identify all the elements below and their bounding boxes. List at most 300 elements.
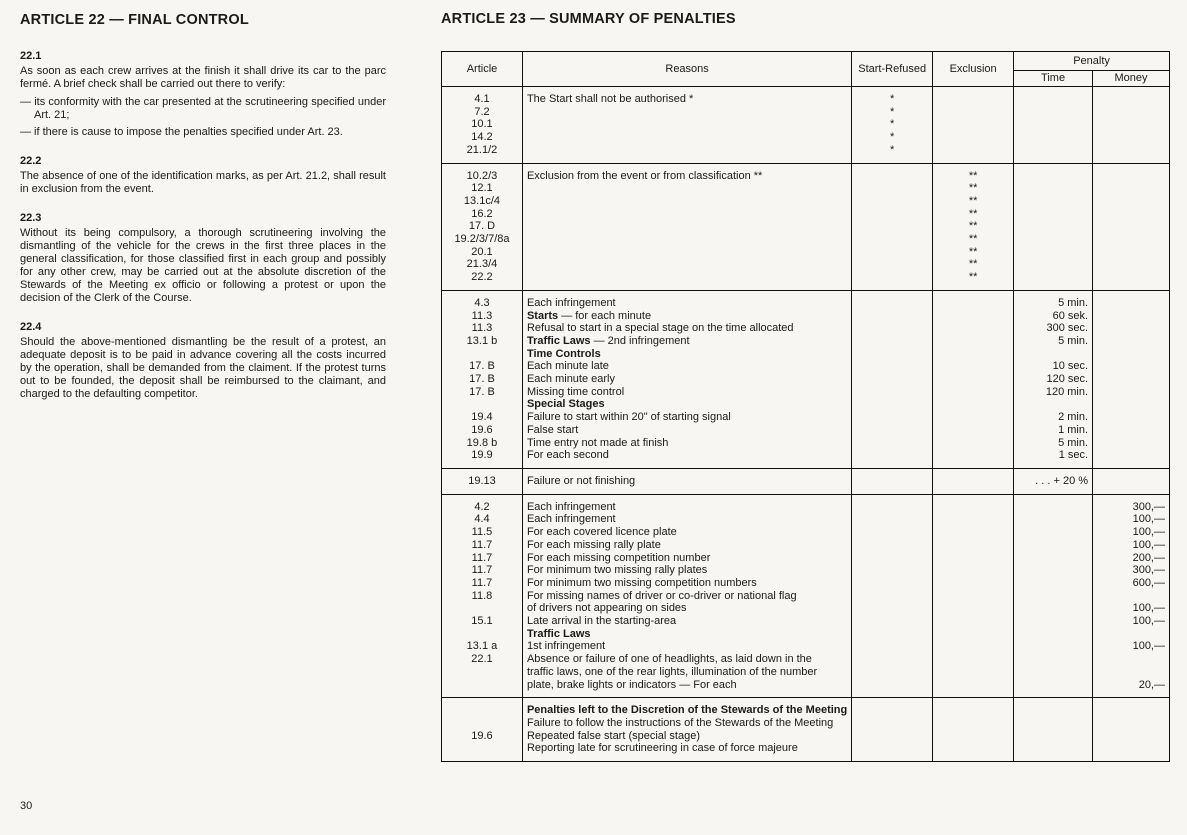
reason-line — [527, 679, 847, 692]
time-value — [1018, 348, 1088, 361]
article-value: 16.2 — [471, 207, 493, 220]
reason-text: Each infringement — [526, 513, 616, 526]
time-value — [1018, 717, 1088, 730]
exclusion-value — [937, 501, 1009, 514]
article-cell — [442, 698, 523, 762]
start-refused-value — [856, 398, 928, 411]
start-refused-value — [856, 322, 928, 335]
reason-text: Missing time control — [526, 385, 625, 398]
exclusion-value — [937, 411, 1009, 424]
article-value — [446, 628, 518, 641]
article-value: 11.7 — [471, 564, 493, 577]
time-value: 2 min. — [1058, 411, 1089, 424]
start-refused-value — [856, 449, 928, 462]
reason-line — [527, 577, 847, 590]
time-value — [1018, 742, 1088, 755]
money-value: 100,— — [1132, 526, 1165, 539]
money-value — [1097, 118, 1165, 131]
reason-line — [527, 258, 847, 271]
reason-bold: Special Stages — [526, 398, 605, 411]
reason-line — [527, 131, 847, 144]
exclusion-value — [937, 398, 1009, 411]
article-value: 4.4 — [474, 513, 490, 526]
article-value: 10.1 — [471, 118, 493, 131]
section-bullets — [20, 96, 386, 139]
article-value: 11.5 — [471, 526, 493, 539]
money-value: 100,— — [1132, 615, 1165, 628]
reason-line — [527, 106, 847, 119]
article-value: 4.3 — [474, 296, 490, 309]
time-value — [1018, 564, 1088, 577]
section-number: 22.1 — [20, 50, 42, 62]
reason-line — [527, 335, 847, 348]
time-value — [1018, 398, 1088, 411]
reason-text: Failure or not finishing — [526, 474, 636, 487]
reason-text: Refusal to start in a special stage on the time allocated — [526, 322, 794, 335]
start-refused-value — [856, 640, 928, 653]
start-refused-cell — [852, 290, 933, 468]
reason-bold: Time Controls — [526, 347, 601, 360]
exclusion-value: ** — [968, 169, 978, 182]
start-refused-value: * — [890, 93, 895, 105]
time-value: 120 sec. — [1046, 373, 1089, 386]
money-value: 600,— — [1132, 576, 1165, 589]
time-value: 1 sec. — [1058, 449, 1089, 462]
reason-bold: Penalties left to the Discretion of the Stewards of the Meeting — [526, 704, 848, 717]
reason-bold: Traffic Laws — [526, 334, 591, 347]
reason-bold: Traffic Laws — [526, 627, 591, 640]
exclusion-value: ** — [968, 194, 978, 207]
reason-line — [527, 437, 847, 450]
money-value: 200,— — [1132, 551, 1165, 564]
reason-line — [527, 742, 847, 755]
money-cell — [1093, 87, 1170, 164]
time-value — [1018, 195, 1088, 208]
start-refused-value — [856, 360, 928, 373]
start-refused-value — [856, 170, 928, 183]
time-value — [1018, 615, 1088, 628]
article-value — [446, 602, 518, 615]
exclusion-value — [937, 679, 1009, 692]
time-value: 10 sec. — [1052, 360, 1089, 373]
article-cell — [442, 290, 523, 468]
page-number: 30 — [20, 800, 33, 812]
exclusion-value — [937, 513, 1009, 526]
time-value: 5 min. — [1058, 436, 1089, 449]
start-refused-value — [856, 513, 928, 526]
time-value: 1 min. — [1058, 423, 1089, 436]
reason-text: — for each minute — [558, 309, 652, 322]
money-value — [1097, 246, 1165, 259]
article-value: 19.6 — [471, 729, 493, 742]
reason-text: traffic laws, one of the rear lights, illumination of the number — [526, 665, 818, 678]
start-refused-value — [856, 653, 928, 666]
reason-text: False start — [526, 423, 579, 436]
exclusion-value — [937, 348, 1009, 361]
reason-line — [527, 424, 847, 437]
article-value — [446, 717, 518, 730]
reason-line — [527, 348, 847, 361]
time-value — [1018, 653, 1088, 666]
article-value: 21.3/4 — [466, 258, 498, 271]
start-refused-value — [856, 246, 928, 259]
exclusion-value: ** — [968, 245, 978, 258]
penalties-table — [441, 51, 1170, 762]
money-value — [1097, 348, 1165, 361]
reason-text: For each covered licence plate — [526, 526, 677, 539]
money-value — [1097, 258, 1165, 271]
time-cell — [1014, 494, 1093, 698]
reason-line — [527, 411, 847, 424]
start-refused-value — [856, 552, 928, 565]
time-value — [1018, 246, 1088, 259]
exclusion-cell — [933, 290, 1014, 468]
section-22-3 — [20, 212, 386, 305]
time-value — [1018, 628, 1088, 641]
money-value: 20,— — [1138, 678, 1165, 691]
exclusion-value — [937, 590, 1009, 603]
exclusion-value — [937, 437, 1009, 450]
start-refused-value — [856, 526, 928, 539]
time-value — [1018, 539, 1088, 552]
exclusion-value — [937, 704, 1009, 717]
reason-line — [527, 539, 847, 552]
reason-text: For minimum two missing competition numbers — [526, 576, 757, 589]
reason-text: For each second — [526, 449, 609, 462]
reason-line — [527, 118, 847, 131]
start-refused-value — [856, 195, 928, 208]
article-value: 13.1c/4 — [463, 194, 501, 207]
section-number: 22.2 — [20, 155, 42, 167]
article-value: 19.13 — [468, 474, 496, 487]
exclusion-value — [937, 118, 1009, 131]
time-value — [1018, 526, 1088, 539]
reason-text: Reporting late for scrutineering in case of force majeure — [526, 742, 798, 755]
reason-text: For each missing competition number — [526, 551, 711, 564]
exclusion-value: ** — [968, 182, 978, 195]
article-cell — [442, 468, 523, 494]
time-value — [1018, 144, 1088, 157]
article-value: 21.1/2 — [466, 143, 498, 156]
penalty-group — [442, 163, 1170, 290]
reason-line — [527, 513, 847, 526]
penalty-group — [442, 698, 1170, 762]
exclusion-value — [937, 475, 1009, 488]
exclusion-value — [937, 640, 1009, 653]
reason-text: — 2nd infringement — [590, 334, 690, 347]
start-refused-cell — [852, 87, 933, 164]
money-value — [1097, 704, 1165, 717]
reason-line — [527, 717, 847, 730]
money-value — [1097, 170, 1165, 183]
article-value: 13.1 a — [466, 640, 498, 653]
header-time: Time — [1014, 71, 1093, 87]
start-refused-value — [856, 335, 928, 348]
money-value — [1097, 398, 1165, 411]
start-refused-cell — [852, 494, 933, 698]
exclusion-value: ** — [968, 271, 978, 284]
time-value — [1018, 552, 1088, 565]
exclusion-cell — [933, 163, 1014, 290]
start-refused-value — [856, 539, 928, 552]
time-value — [1018, 131, 1088, 144]
time-value — [1018, 106, 1088, 119]
exclusion-value — [937, 322, 1009, 335]
exclusion-value — [937, 539, 1009, 552]
reason-line — [527, 398, 847, 411]
start-refused-value: * — [890, 131, 895, 144]
exclusion-cell — [933, 494, 1014, 698]
section-text: Should the above-mentioned dismantling be the result of a protest, an adequate deposit is to be paid in advance covering all the costs incurred by the operation, shall be demanded from the claiment. If the protest turns out to be founded, the deposit shall be reimbursed to the claimant, and charged to the defaulting competitor. — [20, 336, 386, 400]
header-start-refused: Start-Refused — [852, 52, 933, 87]
money-value — [1097, 335, 1165, 348]
section-number: 22.4 — [20, 321, 42, 333]
start-refused-value — [856, 564, 928, 577]
header-exclusion: Exclusion — [933, 52, 1014, 87]
section-number: 22.3 — [20, 212, 42, 224]
article-value: 14.2 — [471, 131, 493, 144]
article-value: 4.2 — [474, 500, 490, 513]
reason-line — [527, 590, 847, 603]
article-value: 22.1 — [471, 653, 493, 666]
exclusion-value — [937, 449, 1009, 462]
time-value — [1018, 182, 1088, 195]
time-cell — [1014, 163, 1093, 290]
section-22-1 — [20, 50, 386, 139]
money-value — [1097, 373, 1165, 386]
penalties-body — [442, 87, 1170, 762]
time-value — [1018, 271, 1088, 284]
article-value: 17. D — [468, 220, 496, 233]
reason-text: For minimum two missing rally plates — [526, 564, 708, 577]
article-value: 11.3 — [471, 322, 493, 335]
header-reasons: Reasons — [522, 52, 851, 87]
reason-text: Absence or failure of one of headlights, as laid down in the — [526, 653, 812, 666]
money-value — [1097, 208, 1165, 221]
penalty-group — [442, 87, 1170, 164]
time-value — [1018, 258, 1088, 271]
time-value: 300 sec. — [1046, 322, 1089, 335]
reason-line — [527, 475, 847, 488]
header-money: Money — [1093, 71, 1170, 87]
reason-text: Each infringement — [526, 500, 616, 513]
start-refused-value — [856, 437, 928, 450]
exclusion-value — [937, 93, 1009, 106]
reason-line — [527, 170, 847, 183]
exclusion-value — [937, 742, 1009, 755]
exclusion-value — [937, 717, 1009, 730]
money-value — [1097, 437, 1165, 450]
article-cell — [442, 163, 523, 290]
money-value — [1097, 182, 1165, 195]
exclusion-value: ** — [968, 220, 978, 233]
money-cell — [1093, 698, 1170, 762]
time-value — [1018, 590, 1088, 603]
header-penalty: Penalty — [1014, 52, 1170, 71]
reason-text: Exclusion from the event or from classification ** — [526, 169, 763, 182]
section-text: As soon as each crew arrives at the finish it shall drive its car to the parc fermé. A brief check shall be carried out there to verify: — [20, 65, 386, 90]
article-value: 17. B — [469, 385, 495, 398]
reason-text: Failure to start within 20" of starting signal — [526, 411, 731, 424]
money-value — [1097, 297, 1165, 310]
exclusion-value — [937, 615, 1009, 628]
money-cell — [1093, 163, 1170, 290]
start-refused-value — [856, 577, 928, 590]
article-value — [446, 679, 518, 692]
article-value: 19.4 — [471, 411, 493, 424]
article-value — [446, 742, 518, 755]
reason-text: Failure to follow the instructions of the Stewards of the Meeting — [526, 716, 834, 729]
reason-text: The Start shall not be authorised * — [526, 93, 694, 105]
article-cell — [442, 87, 523, 164]
exclusion-value: ** — [968, 233, 978, 246]
time-value — [1018, 118, 1088, 131]
time-value — [1018, 170, 1088, 183]
exclusion-value — [937, 564, 1009, 577]
reason-line — [527, 360, 847, 373]
money-value — [1097, 628, 1165, 641]
article-cell — [442, 494, 523, 698]
time-value — [1018, 208, 1088, 221]
start-refused-value — [856, 501, 928, 514]
start-refused-value — [856, 411, 928, 424]
time-cell — [1014, 468, 1093, 494]
reason-line — [527, 310, 847, 323]
reason-line — [527, 704, 847, 717]
time-cell — [1014, 290, 1093, 468]
time-value — [1018, 93, 1088, 106]
penalty-group — [442, 494, 1170, 698]
time-value — [1018, 513, 1088, 526]
article-value: 11.7 — [471, 538, 493, 551]
article-value: 11.3 — [471, 309, 493, 322]
article-value: 15.1 — [471, 615, 493, 628]
money-value — [1097, 386, 1165, 399]
money-value — [1097, 424, 1165, 437]
time-value — [1018, 730, 1088, 743]
reason-line — [527, 615, 847, 628]
exclusion-value — [937, 335, 1009, 348]
exclusion-cell — [933, 468, 1014, 494]
exclusion-value — [937, 628, 1009, 641]
exclusion-cell — [933, 698, 1014, 762]
article-value: 19.9 — [471, 449, 493, 462]
exclusion-value — [937, 730, 1009, 743]
start-refused-value — [856, 628, 928, 641]
money-cell — [1093, 494, 1170, 698]
start-refused-value — [856, 475, 928, 488]
time-cell — [1014, 87, 1093, 164]
section-22-2 — [20, 155, 386, 196]
reason-line — [527, 297, 847, 310]
bullet: — its conformity with the car presented at the scrutineering specified under Art. 21; — [20, 96, 386, 121]
exclusion-value: ** — [968, 258, 978, 271]
exclusion-cell — [933, 87, 1014, 164]
start-refused-value — [856, 208, 928, 221]
article-value: 11.8 — [471, 589, 493, 602]
start-refused-cell — [852, 468, 933, 494]
money-value — [1097, 653, 1165, 666]
article-value — [446, 666, 518, 679]
article-value — [446, 398, 518, 411]
start-refused-cell — [852, 698, 933, 762]
start-refused-value: * — [890, 143, 895, 156]
money-value: 100,— — [1132, 513, 1165, 526]
reason-line — [527, 208, 847, 221]
reason-text: Each minute early — [526, 373, 615, 386]
reason-text: Each minute late — [526, 360, 609, 373]
money-value — [1097, 322, 1165, 335]
money-value: 300,— — [1132, 564, 1165, 577]
exclusion-value — [937, 666, 1009, 679]
money-value — [1097, 195, 1165, 208]
reasons-cell — [522, 494, 851, 698]
reason-text: Each infringement — [526, 296, 616, 309]
article-value: 19.2/3/7/8a — [454, 233, 510, 246]
article-value: 20.1 — [471, 245, 493, 258]
reason-line — [527, 144, 847, 157]
start-refused-value: * — [890, 105, 895, 118]
start-refused-value — [856, 348, 928, 361]
reason-text: of drivers not appearing on sides — [526, 602, 687, 615]
start-refused-cell — [852, 163, 933, 290]
reasons-cell — [522, 468, 851, 494]
reason-text: Repeated false start (special stage) — [526, 729, 700, 742]
article-value — [446, 348, 518, 361]
start-refused-value — [856, 271, 928, 284]
exclusion-value: ** — [968, 207, 978, 220]
article-value: 7.2 — [474, 105, 490, 118]
start-refused-value — [856, 730, 928, 743]
start-refused-value — [856, 297, 928, 310]
exclusion-value — [937, 526, 1009, 539]
article-22-title: ARTICLE 22 — FINAL CONTROL — [20, 12, 249, 28]
money-value — [1097, 233, 1165, 246]
bullet: — if there is cause to impose the penalties specified under Art. 23. — [20, 126, 343, 138]
time-value — [1018, 640, 1088, 653]
section-text: Without its being compulsory, a thorough scrutineering involving the dismantling of the vehicle for the crews in the first three places in the general classification, for those classified first in each group and possibly for any other crew, may be carried out at the absolute discretion of the Stewards of the Meeting ex officio or following a protest or upon the decision of the Clerk of the Course. — [20, 227, 386, 304]
article-value: 17. B — [469, 360, 495, 373]
money-value — [1097, 475, 1165, 488]
exclusion-value — [937, 552, 1009, 565]
start-refused-value — [856, 717, 928, 730]
time-value: . . . + 20 % — [1035, 474, 1089, 487]
article-value: 17. B — [469, 373, 495, 386]
start-refused-value — [856, 602, 928, 615]
article-value: 11.7 — [471, 576, 493, 589]
reasons-cell — [522, 87, 851, 164]
money-value — [1097, 742, 1165, 755]
reasons-cell — [522, 290, 851, 468]
money-cell — [1093, 468, 1170, 494]
reason-line — [527, 246, 847, 259]
start-refused-value — [856, 615, 928, 628]
article-value: 11.7 — [471, 551, 493, 564]
money-cell — [1093, 290, 1170, 468]
exclusion-value — [937, 386, 1009, 399]
money-value — [1097, 271, 1165, 284]
article-value: 19.6 — [471, 423, 493, 436]
penalty-group — [442, 468, 1170, 494]
article-value: 10.2/3 — [466, 169, 498, 182]
start-refused-value — [856, 220, 928, 233]
money-value — [1097, 131, 1165, 144]
money-value: 100,— — [1132, 640, 1165, 653]
reason-line — [527, 602, 847, 615]
start-refused-value — [856, 742, 928, 755]
reason-text: 1st infringement — [526, 640, 606, 653]
time-value — [1018, 233, 1088, 246]
